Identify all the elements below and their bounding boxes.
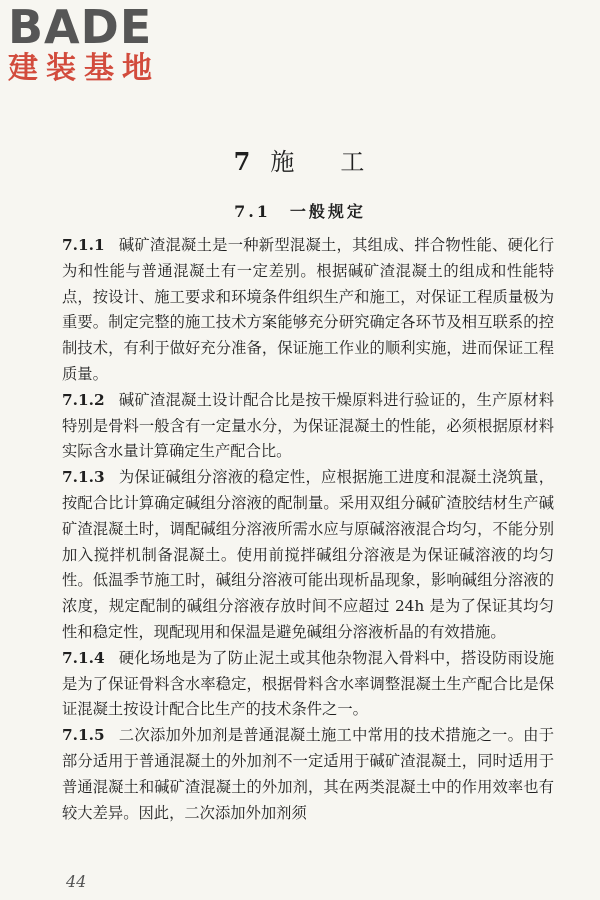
page-number: 44 [66,872,87,891]
clause-number: 7.1.1 [62,236,105,254]
clause-text: 为保证碱组分溶液的稳定性，应根据施工进度和混凝土浇筑量，按配合比计算确定碱组分溶液的配制量。采用双组分碱矿渣胶结材生产碱矿渣混凝土时，调配碱组分溶液所需水应与原碱溶液混合均匀，不能分别加入搅拌机制备混凝土。使用前搅拌碱组分溶液是为保证碱溶液的均匀性。低温季节施工时，碱组分溶液可能出现析晶现象，影响碱组分溶液的浓度，规定配制的碱组分溶液存放时间不应超过 24h 是为了保证其均匀性和稳定性，现配现用和保温是避免碱组分溶液析晶的有效措施。 [62,468,554,641]
clause-text: 硬化场地是为了防止泥土或其他杂物混入骨料中，搭设防雨设施是为了保证骨料含水率稳定，根据骨料含水率调整混凝土生产配合比是保证混凝土按设计配合比生产的技术条件之一。 [62,648,554,719]
clause-number: 7.1.3 [62,468,105,487]
document-body [62,233,554,826]
chapter-title-part1: 施 [270,148,297,176]
clause-number: 7.1.2 [62,390,105,409]
clause-text: 碱矿渣混凝土设计配合比是按干燥原料进行验证的，生产原材料特别是骨料一般含有一定量水分，为保证混凝土的性能，必须根据原材料实际含水量计算确定生产配合比。 [62,390,554,461]
clause-number: 7.1.4 [62,648,105,667]
clause-text: 碱矿渣混凝土是一种新型混凝土，其组成、拌合物性能、硬化行为和性能与普通混凝土有一定差别。根据碱矿渣混凝土的组成和性能特点，按设计、施工要求和环境条件组织生产和施工，对保证工程质量极为重要。制定完整的施工技术方案能够充分研究确定各环节及相互联系的控制技术，有利于做好充分准备，保证施工作业的顺利实施，进而保证工程质量。 [62,236,554,383]
brand-logo [8,0,183,86]
chapter-title-part2: 工 [340,148,367,176]
clause-paragraph [62,646,554,723]
clause-number: 7.1.5 [62,726,105,745]
chapter-number: 7 [233,147,253,176]
clause-paragraph [62,465,554,646]
logo-mark: BADE [8,0,153,54]
clause-paragraph [62,388,554,465]
clause-paragraph [62,723,554,826]
section-title: 7.1 一般规定 [234,202,366,221]
logo-subtitle: 建装基地 [8,51,160,86]
clause-paragraph [62,233,554,388]
chapter-title [0,142,600,177]
clause-text: 二次添加外加剂是普通混凝土施工中常用的技术措施之一。由于部分适用于普通混凝土的外加剂不一定适用于碱矿渣混凝土，同时适用于普通混凝土和碱矿渣混凝土的外加剂，其在两类混凝土中的作用效率也有较大差异。因此，二次添加外加剂须 [62,726,554,822]
